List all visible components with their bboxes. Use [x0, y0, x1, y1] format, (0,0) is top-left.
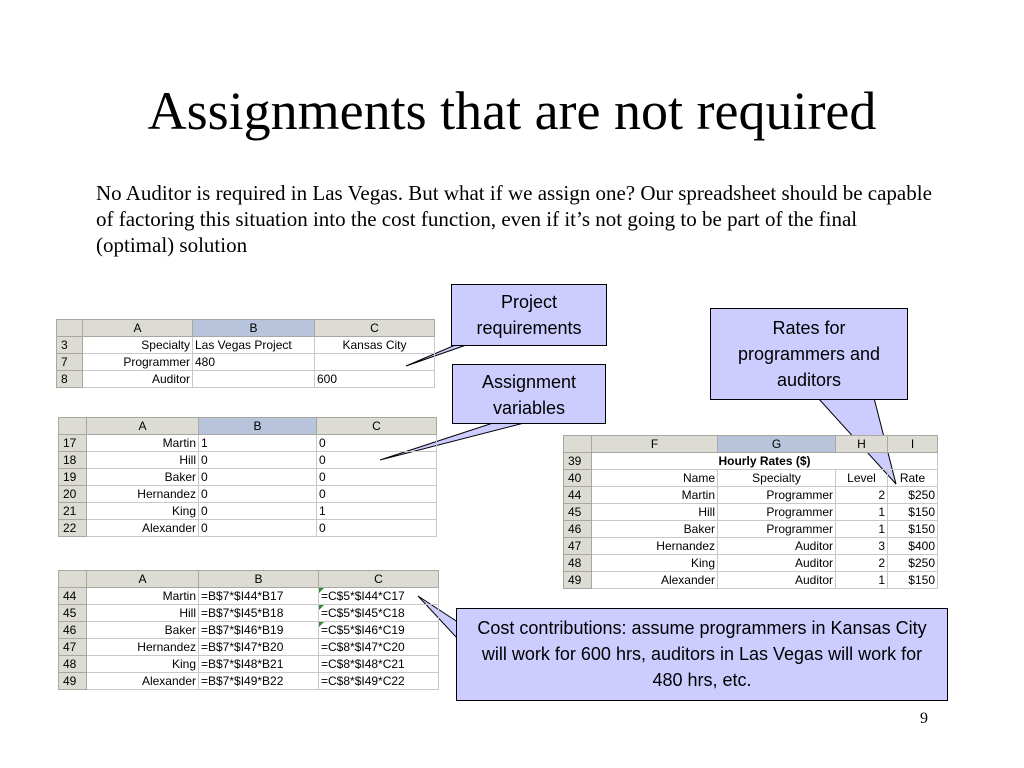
- cell[interactable]: 0: [317, 435, 437, 452]
- cell[interactable]: 1: [836, 521, 888, 538]
- cell[interactable]: Hernandez: [592, 538, 718, 555]
- cell[interactable]: =B$7*$I45*B18: [199, 605, 319, 622]
- rates-table: [563, 435, 938, 589]
- cell[interactable]: Hill: [87, 452, 199, 469]
- column-header[interactable]: F: [592, 436, 718, 453]
- requirements-table: [56, 319, 435, 388]
- cell[interactable]: 2: [836, 555, 888, 572]
- cell[interactable]: Martin: [87, 435, 199, 452]
- cell[interactable]: =C$5*$I46*C19: [319, 622, 439, 639]
- column-header[interactable]: C: [317, 418, 437, 435]
- row-number[interactable]: 49: [59, 673, 87, 690]
- table-row: [564, 470, 938, 487]
- column-header[interactable]: A: [87, 418, 199, 435]
- slide-title: Assignments that are not required: [147, 81, 877, 141]
- assignment-variables-callout: Assignment variables: [452, 364, 606, 424]
- cell[interactable]: 1: [836, 572, 888, 589]
- corner-cell[interactable]: [564, 436, 592, 453]
- cell[interactable]: Martin: [87, 588, 199, 605]
- cell[interactable]: =B$7*$I49*B22: [199, 673, 319, 690]
- cell[interactable]: Hernandez: [87, 486, 199, 503]
- table-row: [59, 588, 439, 605]
- project-requirements-callout: Project requirements: [451, 284, 607, 346]
- cell[interactable]: =B$7*$I44*B17: [199, 588, 319, 605]
- table-row: [59, 520, 437, 537]
- row-number[interactable]: 44: [564, 487, 592, 504]
- cell[interactable]: Auditor: [718, 538, 836, 555]
- column-header[interactable]: B: [193, 320, 315, 337]
- column-header[interactable]: C: [319, 571, 439, 588]
- row-number[interactable]: 39: [564, 453, 592, 470]
- table-row: [59, 605, 439, 622]
- cell[interactable]: Alexander: [87, 520, 199, 537]
- table-row: [57, 354, 435, 371]
- cell[interactable]: Hill: [592, 504, 718, 521]
- cell[interactable]: $150: [888, 572, 938, 589]
- cell[interactable]: Rate: [888, 470, 938, 487]
- cell[interactable]: =C$8*$I47*C20: [319, 639, 439, 656]
- cell[interactable]: =B$7*$I48*B21: [199, 656, 319, 673]
- table-row: [564, 572, 938, 589]
- cell[interactable]: 0: [199, 452, 317, 469]
- table-row: [564, 487, 938, 504]
- row-number[interactable]: 48: [59, 656, 87, 673]
- cell[interactable]: King: [592, 555, 718, 572]
- row-number[interactable]: 45: [59, 605, 87, 622]
- row-number[interactable]: 45: [564, 504, 592, 521]
- cell[interactable]: [315, 354, 435, 371]
- table-row: [59, 486, 437, 503]
- row-number[interactable]: 17: [59, 435, 87, 452]
- column-header-row: [59, 571, 439, 588]
- table-row: [59, 622, 439, 639]
- cell[interactable]: Programmer: [718, 504, 836, 521]
- row-number[interactable]: 46: [564, 521, 592, 538]
- row-number[interactable]: 47: [59, 639, 87, 656]
- cell[interactable]: $150: [888, 521, 938, 538]
- corner-cell[interactable]: [59, 571, 87, 588]
- column-header[interactable]: B: [199, 418, 317, 435]
- cell[interactable]: =B$7*$I46*B19: [199, 622, 319, 639]
- cell[interactable]: Hill: [87, 605, 199, 622]
- cell[interactable]: 0: [317, 520, 437, 537]
- table-row: [564, 555, 938, 572]
- row-number[interactable]: 7: [57, 354, 83, 371]
- table-row: [564, 538, 938, 555]
- row-number[interactable]: 40: [564, 470, 592, 487]
- slide-body-text: No Auditor is required in Las Vegas. But what if we assign one? Our spreadsheet should be capable of factoring this situation into the cost function, even if it’s not going to be part of the final (optimal) solution: [96, 181, 932, 257]
- cell[interactable]: Auditor: [83, 371, 193, 388]
- cell[interactable]: =C$8*$I49*C22: [319, 673, 439, 690]
- cell[interactable]: Baker: [87, 622, 199, 639]
- row-number[interactable]: 49: [564, 572, 592, 589]
- row-number[interactable]: 46: [59, 622, 87, 639]
- cell[interactable]: 1: [317, 503, 437, 520]
- table-row: [57, 371, 435, 388]
- cell[interactable]: 0: [199, 469, 317, 486]
- corner-cell[interactable]: [57, 320, 83, 337]
- cell[interactable]: Auditor: [718, 572, 836, 589]
- cell[interactable]: Hernandez: [87, 639, 199, 656]
- cell[interactable]: Baker: [87, 469, 199, 486]
- cell[interactable]: 1: [199, 435, 317, 452]
- cell[interactable]: 0: [317, 486, 437, 503]
- table-row: [564, 504, 938, 521]
- column-header[interactable]: A: [87, 571, 199, 588]
- cost-contributions-callout: Cost contributions: assume programmers in Kansas City will work for 600 hrs, auditors in Las Vegas will work for 480 hrs, etc.: [456, 608, 948, 701]
- rates-title-cell[interactable]: Hourly Rates ($): [592, 453, 938, 470]
- cell[interactable]: Programmer: [718, 521, 836, 538]
- cell[interactable]: Programmer: [83, 354, 193, 371]
- cell[interactable]: King: [87, 656, 199, 673]
- row-number[interactable]: 18: [59, 452, 87, 469]
- rates-callout: Rates for programmers and auditors: [710, 308, 908, 400]
- column-header-row: [59, 418, 437, 435]
- cell[interactable]: [193, 371, 315, 388]
- cell[interactable]: 0: [199, 486, 317, 503]
- cell[interactable]: Alexander: [592, 572, 718, 589]
- cell[interactable]: King: [87, 503, 199, 520]
- cell[interactable]: Programmer: [718, 487, 836, 504]
- table-row: [59, 639, 439, 656]
- column-header[interactable]: C: [315, 320, 435, 337]
- cell[interactable]: Martin: [592, 487, 718, 504]
- page-number: 9: [920, 710, 928, 727]
- column-header[interactable]: I: [888, 436, 938, 453]
- table-row: [59, 673, 439, 690]
- cell[interactable]: =B$7*$I47*B20: [199, 639, 319, 656]
- column-header-row: [57, 320, 435, 337]
- row-number[interactable]: 48: [564, 555, 592, 572]
- cell[interactable]: Level: [836, 470, 888, 487]
- column-header[interactable]: G: [718, 436, 836, 453]
- table-row: [59, 503, 437, 520]
- cell[interactable]: 0: [317, 469, 437, 486]
- cell[interactable]: =C$5*$I45*C18: [319, 605, 439, 622]
- corner-cell[interactable]: [59, 418, 87, 435]
- cell[interactable]: Alexander: [87, 673, 199, 690]
- cell[interactable]: $250: [888, 555, 938, 572]
- column-header[interactable]: H: [836, 436, 888, 453]
- table-row: [59, 452, 437, 469]
- cell[interactable]: Baker: [592, 521, 718, 538]
- row-number[interactable]: 8: [57, 371, 83, 388]
- table-row: [59, 435, 437, 452]
- row-number[interactable]: 47: [564, 538, 592, 555]
- cell[interactable]: $150: [888, 504, 938, 521]
- cell[interactable]: 2: [836, 487, 888, 504]
- row-number[interactable]: 20: [59, 486, 87, 503]
- column-header[interactable]: B: [199, 571, 319, 588]
- cell[interactable]: 0: [199, 503, 317, 520]
- cell[interactable]: 600: [315, 371, 435, 388]
- cell[interactable]: 3: [836, 538, 888, 555]
- row-number[interactable]: 44: [59, 588, 87, 605]
- cell[interactable]: 0: [317, 452, 437, 469]
- table-row: [57, 337, 435, 354]
- column-header-row: [564, 436, 938, 453]
- cell[interactable]: =C$8*$I48*C21: [319, 656, 439, 673]
- row-number[interactable]: 21: [59, 503, 87, 520]
- row-number[interactable]: 19: [59, 469, 87, 486]
- table-row: [59, 469, 437, 486]
- row-number[interactable]: 22: [59, 520, 87, 537]
- cell[interactable]: 1: [836, 504, 888, 521]
- table-row: [564, 453, 938, 470]
- cell[interactable]: Specialty: [83, 337, 193, 354]
- cell[interactable]: Las Vegas Project: [193, 337, 315, 354]
- row-number[interactable]: 3: [57, 337, 83, 354]
- cell[interactable]: Name: [592, 470, 718, 487]
- assignment-table: [58, 417, 437, 537]
- cell[interactable]: 480: [193, 354, 315, 371]
- cell[interactable]: Kansas City: [315, 337, 435, 354]
- cell[interactable]: Specialty: [718, 470, 836, 487]
- cost-table: [58, 570, 439, 690]
- cell[interactable]: Auditor: [718, 555, 836, 572]
- column-header[interactable]: A: [83, 320, 193, 337]
- cell[interactable]: $400: [888, 538, 938, 555]
- table-row: [59, 656, 439, 673]
- cell[interactable]: $250: [888, 487, 938, 504]
- table-row: [564, 521, 938, 538]
- cell[interactable]: 0: [199, 520, 317, 537]
- cell[interactable]: =C$5*$I44*C17: [319, 588, 439, 605]
